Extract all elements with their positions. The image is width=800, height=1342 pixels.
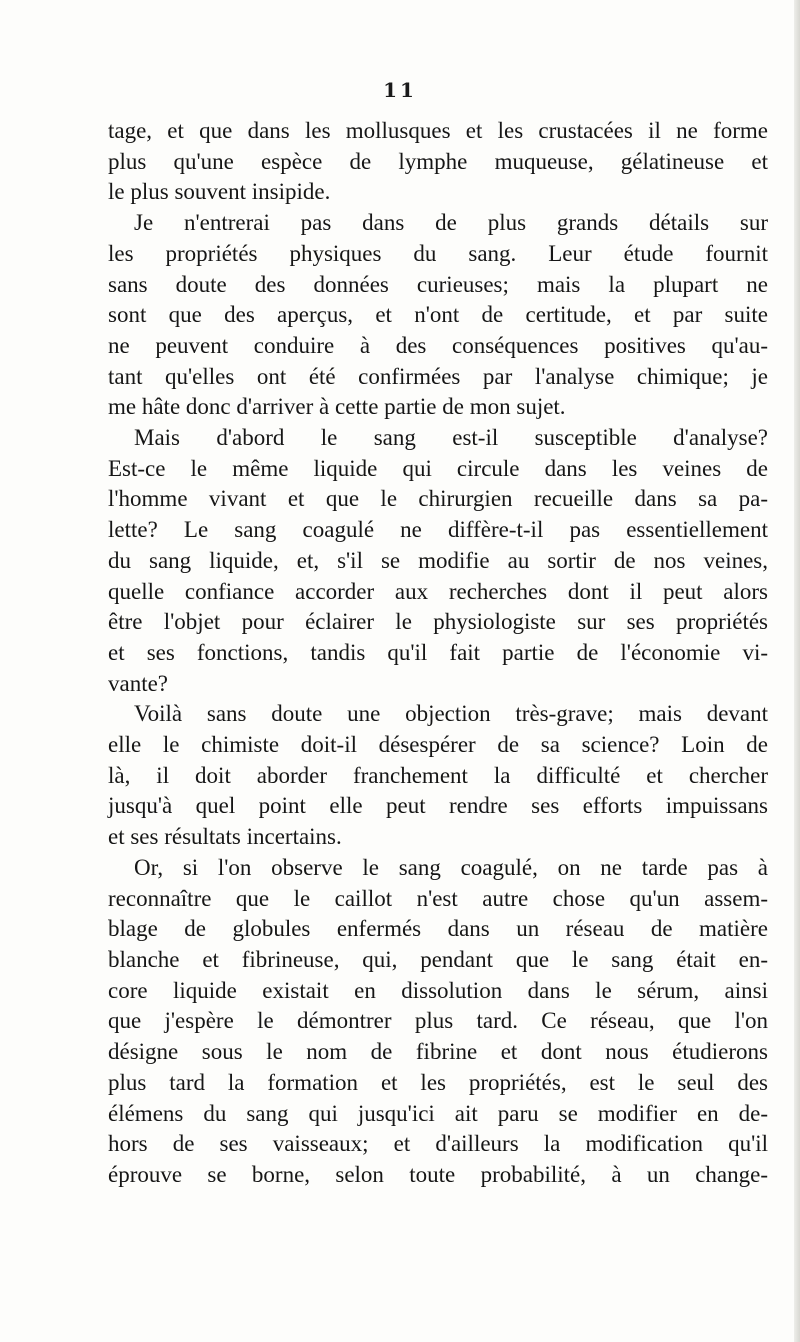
- text-line: Est-ce le même liquide qui circule dans les veines de: [108, 455, 768, 481]
- text-line: hors de ses vaisseaux; et d'ailleurs la modification qu'il: [108, 1131, 768, 1157]
- body-text: [108, 116, 768, 1191]
- text-line: le plus souvent insipide.: [108, 179, 331, 205]
- text-line: élémens du sang qui jusqu'ici ait paru se modifier en de-: [108, 1100, 768, 1126]
- text-line: vante?: [108, 670, 169, 696]
- text-line: Or, si l'on observe le sang coagulé, on ne tarde pas à: [134, 854, 768, 880]
- text-line: ne peuvent conduire à des conséquences positives qu'au-: [108, 332, 768, 358]
- text-line: sont que des aperçus, et n'ont de certitude, et par suite: [108, 302, 768, 328]
- text-line: que j'espère le démontrer plus tard. Ce réseau, que l'on: [108, 1008, 768, 1034]
- text-line: là, il doit aborder franchement la difficulté et chercher: [108, 762, 768, 788]
- text-line: Je n'entrerai pas dans de plus grands détails sur: [134, 210, 768, 236]
- text-line: jusqu'à quel point elle peut rendre ses efforts impuissans: [108, 793, 768, 819]
- text-line: quelle confiance accorder aux recherches dont il peut alors: [108, 578, 768, 604]
- text-line: plus qu'une espèce de lymphe muqueuse, gélatineuse et: [108, 148, 768, 174]
- text-line: blanche et fibrineuse, qui, pendant que le sang était en-: [108, 946, 768, 972]
- text-line: être l'objet pour éclairer le physiologiste sur ses propriétés: [108, 609, 768, 635]
- page-number: 11: [383, 78, 417, 102]
- text-line: core liquide existait en dissolution dans le sérum, ainsi: [108, 977, 768, 1003]
- text-line: désigne sous le nom de fibrine et dont nous étudierons: [108, 1039, 768, 1065]
- text-line: sans doute des données curieuses; mais la plupart ne: [108, 271, 768, 297]
- text-line: éprouve se borne, selon toute probabilité, à un change-: [108, 1161, 768, 1187]
- text-line: me hâte donc d'arriver à cette partie de mon sujet.: [108, 394, 566, 420]
- text-line: et ses fonctions, tandis qu'il fait partie de l'économie vi-: [108, 639, 768, 665]
- page-edge-shadow: [794, 0, 800, 1342]
- text-line: lette? Le sang coagulé ne diffère-t-il pas essentiellement: [108, 517, 768, 543]
- text-line: tant qu'elles ont été confirmées par l'analyse chimique; je: [108, 363, 768, 389]
- text-line: l'homme vivant et que le chirurgien recueille dans sa pa-: [108, 486, 768, 512]
- text-line: plus tard la formation et les propriétés, est le seul des: [108, 1069, 768, 1095]
- text-line: Mais d'abord le sang est-il susceptible d'analyse?: [134, 425, 768, 451]
- text-line: les propriétés physiques du sang. Leur étude fournit: [108, 240, 768, 266]
- text-line: reconnaître que le caillot n'est autre chose qu'un assem-: [108, 885, 768, 911]
- text-line: tage, et que dans les mollusques et les crustacées il ne forme: [108, 118, 768, 143]
- text-line: Voilà sans doute une objection très-grave; mais devant: [134, 701, 768, 727]
- text-line: et ses résultats incertains.: [108, 824, 342, 850]
- text-line: elle le chimiste doit-il désespérer de sa science? Loin de: [108, 732, 768, 758]
- text-line: du sang liquide, et, s'il se modifie au sortir de nos veines,: [108, 547, 768, 573]
- text-line: blage de globules enfermés dans un réseau de matière: [108, 916, 768, 942]
